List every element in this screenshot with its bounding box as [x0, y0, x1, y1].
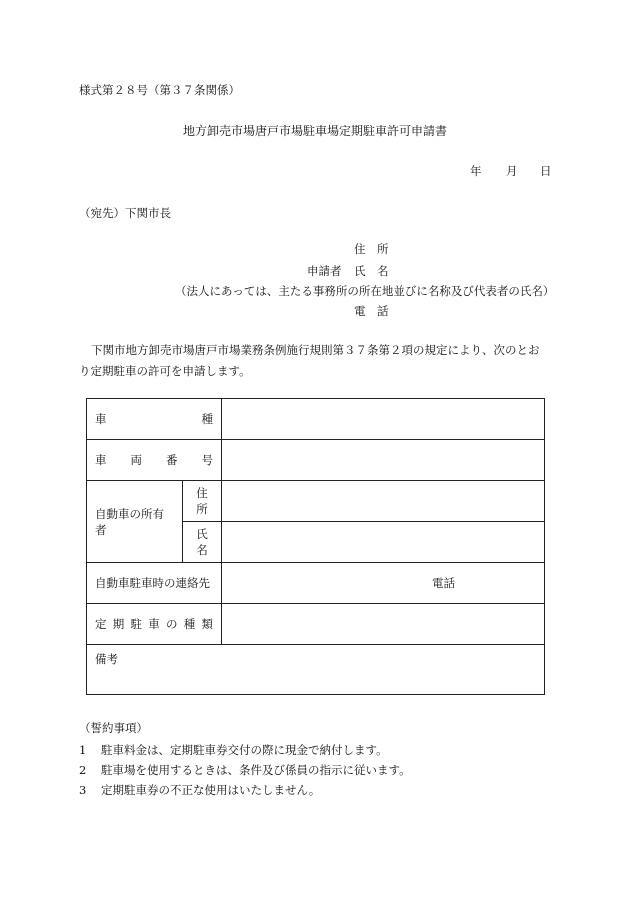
parking-type-char: 類: [201, 617, 213, 631]
table-row-vehicle-type: [87, 399, 545, 440]
pledge-item: [79, 762, 411, 778]
remarks-cell[interactable]: [87, 645, 545, 695]
remarks-label: 備考: [95, 652, 118, 666]
parking-type-char: 車: [148, 617, 160, 631]
parking-type-char: 期: [112, 617, 125, 631]
vehicle-number-label: [87, 440, 222, 481]
pledge-item: [79, 742, 388, 758]
date-month-label: 月: [506, 164, 518, 178]
body-text: 下関市地方卸売市場唐戸市場業務条例施行規則第３７条第２項の規定により、次のとおり定期駐車の許可を申請します。: [79, 343, 540, 378]
vehicle-type-label: [87, 399, 222, 440]
contact-phone-label[interactable]: 電話: [222, 563, 545, 604]
contact-label: 自動車駐車時の連絡先: [87, 563, 222, 604]
vehicle-type-char: 車: [95, 412, 107, 426]
pledge-title: （誓約事項）: [79, 721, 148, 735]
vehicle-number-char: 車: [95, 453, 107, 467]
parking-type-value[interactable]: [222, 604, 545, 645]
applicant-name-label: 氏 名: [354, 264, 389, 278]
applicant-address-label: 住 所: [354, 242, 389, 256]
vehicle-number-value[interactable]: [222, 440, 545, 481]
vehicle-type-value[interactable]: [222, 399, 545, 440]
application-table: [86, 398, 545, 695]
vehicle-number-char: 号: [201, 453, 213, 467]
corporate-note: （法人にあっては、主たる事務所の所在地並びに名称及び代表者の氏名）: [175, 284, 555, 298]
parking-type-char: 定: [95, 617, 107, 631]
document-title: 地方卸売市場唐戸市場駐車場定期駐車許可申請書: [182, 124, 447, 138]
parking-type-label: [87, 604, 222, 645]
owner-name-value[interactable]: [222, 522, 545, 563]
applicant-phone-label: 電 話: [354, 304, 389, 318]
vehicle-number-char: 両: [130, 453, 142, 467]
owner-address-value[interactable]: [222, 481, 545, 522]
vehicle-type-char: 種: [201, 412, 213, 426]
pledge-number: 1: [79, 743, 87, 757]
pledge-number: 3: [79, 783, 87, 797]
table-row-owner-address: [87, 481, 545, 522]
table-row-remarks: [87, 645, 545, 695]
pledge-number: 2: [79, 763, 87, 777]
date-day-label: 日: [540, 164, 552, 178]
parking-type-char: 種: [183, 617, 196, 631]
table-row-vehicle-number: [87, 440, 545, 481]
parking-type-char: 駐: [130, 617, 142, 631]
date-year-label: 年: [470, 164, 482, 178]
pledge-item: [79, 782, 320, 798]
table-row-contact: [87, 563, 545, 604]
parking-type-char: の: [166, 617, 178, 631]
addressee: （宛先）下関市長: [79, 206, 171, 220]
pledge-text: 駐車料金は、定期駐車券交付の際に現金で納付します。: [101, 743, 388, 757]
pledge-text: 定期駐車券の不正な使用はいたしません。: [101, 783, 321, 797]
form-number: 様式第２８号（第３７条関係）: [79, 83, 240, 97]
owner-name-label: 氏名: [183, 522, 222, 563]
vehicle-number-char: 番: [166, 453, 178, 467]
table-row-parking-type: [87, 604, 545, 645]
owner-label: 自動車の所有者: [87, 481, 183, 563]
owner-address-label: 住所: [183, 481, 222, 522]
pledge-text: 駐車場を使用するときは、条件及び係員の指示に従います。: [101, 763, 411, 777]
applicant-role-label: 申請者: [307, 264, 342, 278]
